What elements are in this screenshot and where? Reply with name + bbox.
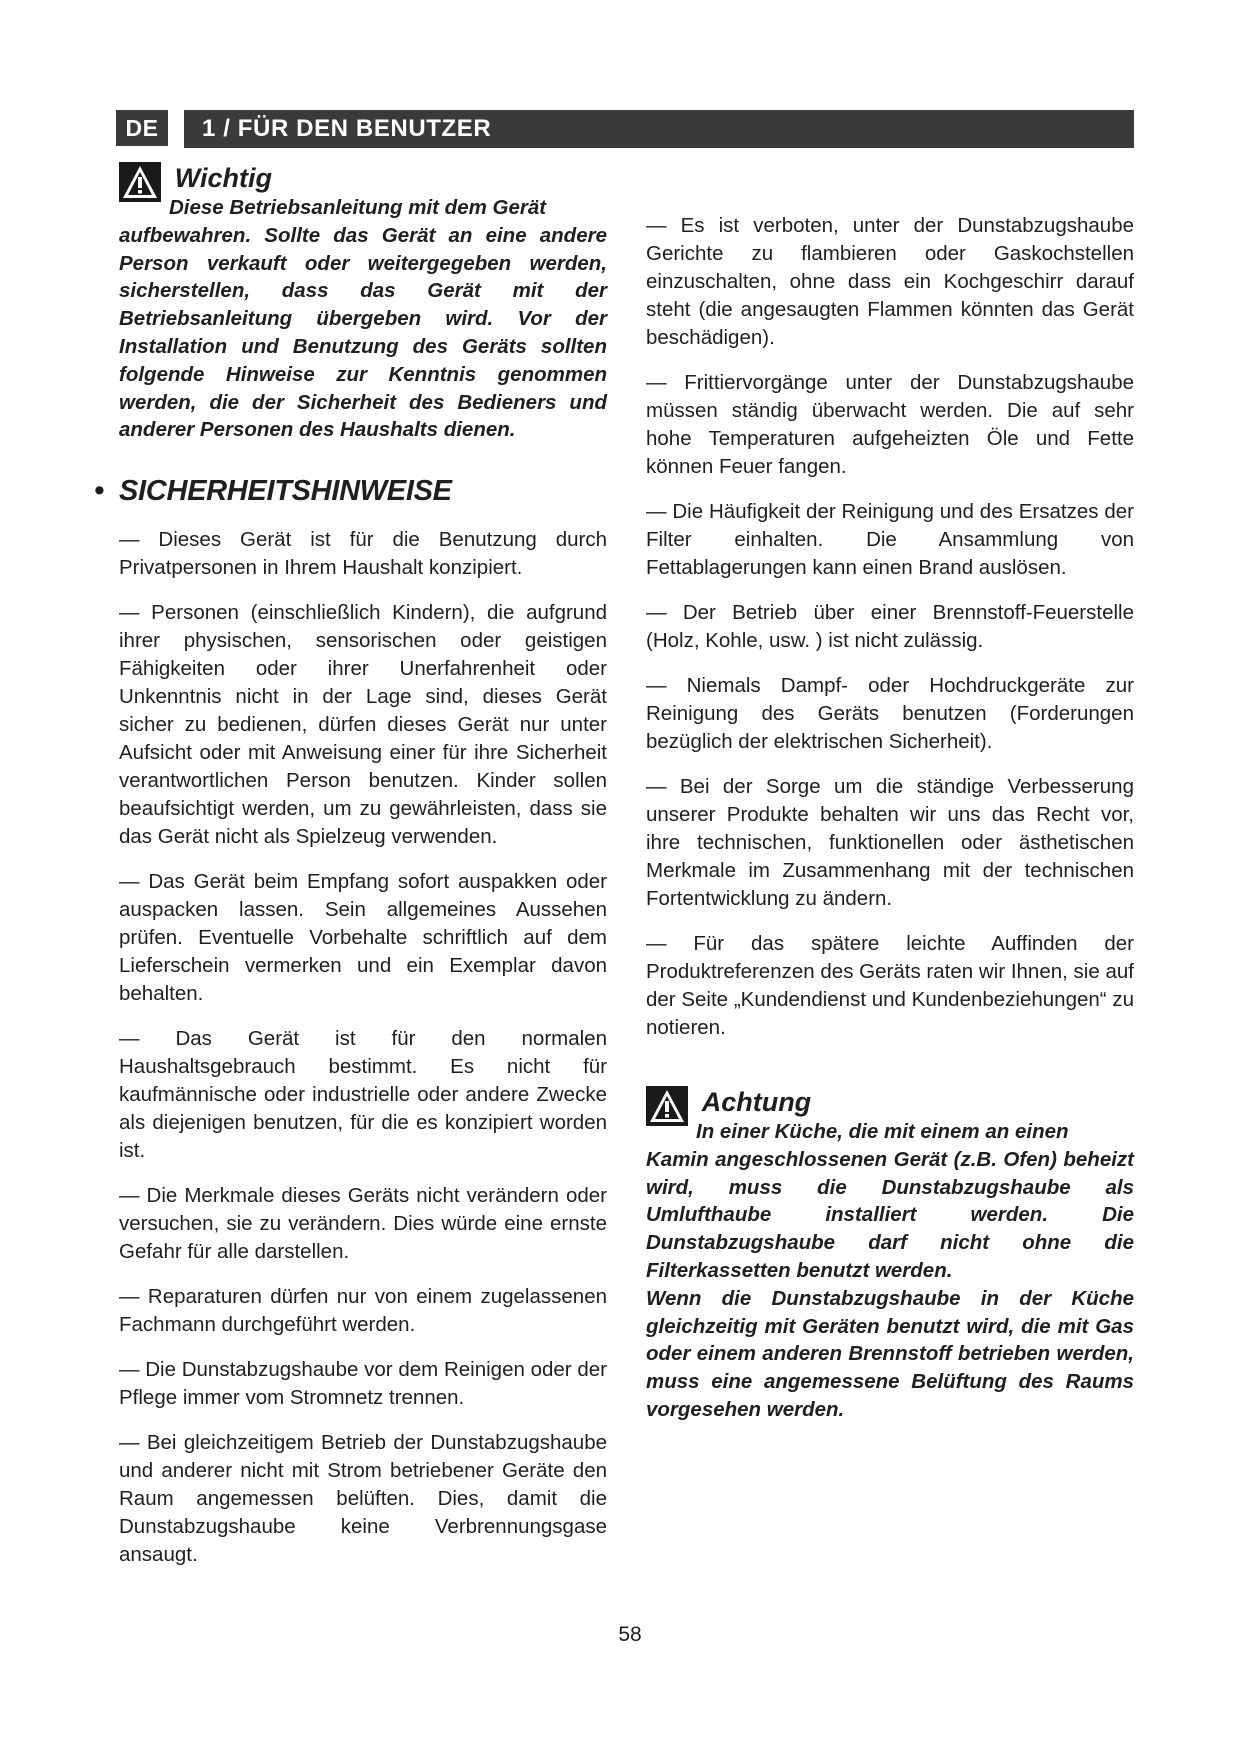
right-paragraph-5: — Niemals Dampf- oder Hochdruckgeräte zur Reinigung des Geräts benutzen (Forderungen bezüglich der elektrischen Sicherheit).: [646, 674, 1134, 753]
achtung-text-2: Wenn die Dunstabzugshaube in der Küche gleichzeitig mit Geräten benutzt wird, die mit Gas oder einem anderen Brennstoff betrieben werden, muss eine angemessene Belüftung des Raums vorgesehen werden.: [646, 1286, 1134, 1421]
warning-triangle-icon: [646, 1086, 688, 1126]
achtung-title-row: [646, 1086, 1134, 1120]
wichtig-text: aufbewahren. Sollte das Gerät an eine andere Person verkauft oder weitergegeben werden, sicherstellen, dass das Gerät mit der Betriebsanleitung übergeben wird. Vor der Installation und Benutzung des Geräts sollten folgende Hinweise zur Kenntnis genommen werden, die der Sicherheit des Bedieners und anderer Personen des Haushalts dienen.: [119, 223, 607, 442]
left-paragraph-2: — Personen (einschließlich Kindern), die aufgrund ihrer physischen, sensorischen oder geistigen Fähigkeiten oder ihrer Unerfahrenheit oder Unkenntnis nicht in der Lage sind, dieses Gerät sicher zu bedienen, dürfen dieses Gerät nur unter Aufsicht oder mit Anweisung einer für ihre Sicherheit verantwortlichen Person benutzen. Kinder sollen beaufsichtigt werden, um zu gewährleisten, dass sie das Gerät nicht als Spielzeug verwenden.: [119, 601, 607, 849]
warning-triangle-icon: [119, 162, 161, 202]
page-number: 58: [618, 1623, 642, 1646]
wichtig-title: Wichtig: [174, 163, 272, 193]
left-paragraph-3: — Das Gerät beim Empfang sofort auspakken oder auspacken lassen. Sein allgemeines Aussehen prüfen. Eventuelle Vorbehalte schriftlich auf dem Lieferschein vermerken und ein Exemplar davon behalten.: [119, 870, 607, 1006]
wichtig-box: [119, 162, 607, 444]
left-paragraph-8: — Bei gleichzeitigem Betrieb der Dunstabzugshaube und anderer nicht mit Strom betriebener Geräte den Raum angemessen belüften. Dies, damit die Dunstabzugshaube keine Verbrennungsgase ansaugt.: [119, 1431, 607, 1567]
left-paragraph-4: — Das Gerät ist für den normalen Haushaltsgebrauch bestimmt. Es nicht für kaufmännische oder industrielle oder andere Zwecke als diejenigen benutzen, für die es konzipiert worden ist.: [119, 1027, 607, 1163]
left-paragraph-1: — Dieses Gerät ist für die Benutzung durch Privatpersonen in Ihrem Haushalt konzipiert.: [119, 528, 607, 580]
left-column: [94, 162, 607, 1586]
right-paragraph-6: — Bei der Sorge um die ständige Verbesserung unserer Produkte behalten wir uns das Recht vor, ihre technischen, funktionellen oder ästhetischen Merkmale im Zusammenhang mit der technischen Fortentwicklung zu ändern.: [646, 775, 1134, 910]
safety-heading-text: SICHERHEITSHINWEISE: [119, 475, 452, 508]
right-paragraph-1: — Es ist verboten, unter der Dunstabzugshaube Gerichte zu flambieren oder Gaskochstellen einzuschalten, ohne dass ein Kochgeschirr darauf steht (die angesaugten Flammen könnten das Gerät beschädigen).: [646, 214, 1134, 349]
left-paragraph-6: — Reparaturen dürfen nur von einem zugelassenen Fachmann durchgeführt werden.: [119, 1285, 607, 1337]
achtung-first-line: In einer Küche, die mit einem an einen: [696, 1120, 1069, 1143]
right-paragraph-2: — Frittiervorgänge unter der Dunstabzugshaube müssen ständig überwacht werden. Die auf sehr hohe Temperaturen aufgeheizten Öle und Fette können Feuer fangen.: [646, 371, 1134, 478]
wichtig-title-row: [119, 162, 607, 196]
right-column: [646, 212, 1134, 1424]
right-paragraph-7: — Für das spätere leichte Auffinden der Produktreferenzen des Geräts raten wir Ihnen, sie auf der Seite „Kundendienst und Kundenbeziehungen“ zu notieren.: [646, 932, 1134, 1039]
achtung-title: Achtung: [701, 1087, 812, 1117]
right-paragraph-3: — Die Häufigkeit der Reinigung und des Ersatzes der Filter einhalten. Die Ansammlung von Fettablagerungen kann einen Brand auslösen.: [646, 500, 1134, 579]
heading-bullet: •: [94, 475, 104, 508]
left-paragraph-7: — Die Dunstabzugshaube vor dem Reinigen oder der Pflege immer vom Stromnetz trennen.: [119, 1358, 607, 1410]
wichtig-first-line: Diese Betriebsanleitung mit dem Gerät: [169, 196, 547, 219]
achtung-text-1: Kamin angeschlossenen Gerät (z.B. Ofen) beheizt wird, muss die Dunstabzugshaube als Umlufthaube installiert werden. Die Dunstabzugshaube darf nicht ohne die Filterkassetten benutzt werden.: [646, 1147, 1134, 1282]
safety-heading: [94, 474, 607, 508]
section-header-bar: 1 / FÜR DEN BENUTZER: [184, 110, 1134, 148]
language-label: DE: [116, 110, 168, 146]
left-paragraph-5: — Die Merkmale dieses Geräts nicht verändern oder versuchen, sie zu verändern. Dies würde eine ernste Gefahr für alle darstellen.: [119, 1184, 607, 1264]
achtung-box: [646, 1086, 1134, 1424]
right-paragraph-4: — Der Betrieb über einer Brennstoff-Feuerstelle (Holz, Kohle, usw. ) ist nicht zulässig.: [646, 601, 1134, 652]
